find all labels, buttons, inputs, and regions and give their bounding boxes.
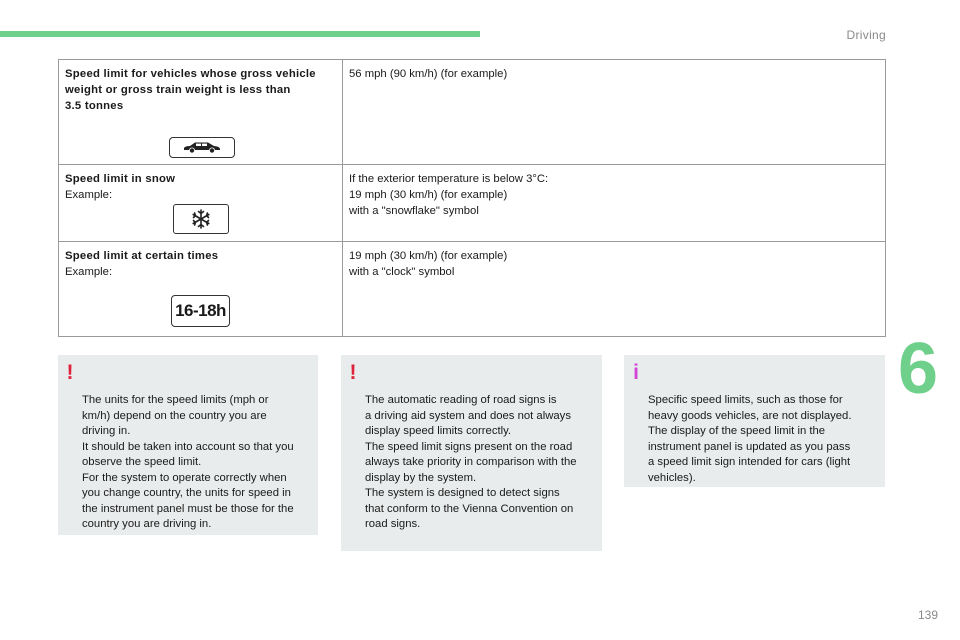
condition-subtitle: Example: (65, 189, 113, 201)
warning-note (341, 355, 602, 551)
section-title: Driving (846, 28, 886, 42)
limit-description: 19 mph (30 km/h) (for example) with a "clock" symbol (349, 250, 508, 278)
info-icon: i (633, 361, 639, 384)
condition-subtitle: Example: (65, 266, 113, 278)
table-row (59, 165, 886, 242)
speed-limit-table (58, 59, 886, 337)
chapter-number: 6 (897, 329, 938, 409)
table-row (59, 60, 886, 165)
warning-icon: ! (66, 361, 74, 384)
car-icon (169, 137, 235, 158)
condition-cell (59, 242, 343, 337)
condition-cell (59, 165, 343, 242)
condition-title: Speed limit at certain times (65, 250, 219, 262)
header-accent-bar (0, 31, 480, 37)
note-text: Specific speed limits, such as those for heavy goods vehicles, are not displayed. The display of the speed limit in the instrument panel is updated as you pass a speed limit sign intended for cars (light vehicles). (648, 394, 852, 484)
warning-note (58, 355, 318, 535)
snowflake-icon (173, 204, 229, 234)
description-cell (343, 242, 886, 337)
limit-description: 56 mph (90 km/h) (for example) (349, 68, 508, 80)
info-note (624, 355, 885, 487)
warning-icon: ! (349, 361, 357, 384)
condition-cell (59, 60, 343, 165)
table-row (59, 242, 886, 337)
clock-time-sign (171, 295, 230, 327)
notes-area (58, 355, 886, 555)
description-cell (343, 165, 886, 242)
description-cell (343, 60, 886, 165)
limit-description: If the exterior temperature is below 3°C: 19 mph (30 km/h) (for example) with a "snowflake" symbol (349, 173, 549, 217)
note-text: The units for the speed limits (mph or km/h) depend on the country you are driving in. It should be taken into account so that you observe the speed limit. For the system to operate correctly when you change country, the units for speed in the instrument panel must be those for the country you are driving in. (82, 394, 294, 530)
page-number: 139 (917, 608, 938, 622)
condition-title: Speed limit in snow (65, 173, 176, 185)
time-sign-text: 16-18h (175, 301, 226, 320)
condition-title: Speed limit for vehicles whose gross vehicle weight or gross train weight is less than 3.5 tonnes (65, 68, 316, 112)
note-text: The automatic reading of road signs is a driving aid system and does not always display speed limits correctly. The speed limit signs present on the road always take priority in comparison with the display by the system. The system is designed to detect signs that conform to the Vienna Convention on road signs. (365, 394, 577, 530)
